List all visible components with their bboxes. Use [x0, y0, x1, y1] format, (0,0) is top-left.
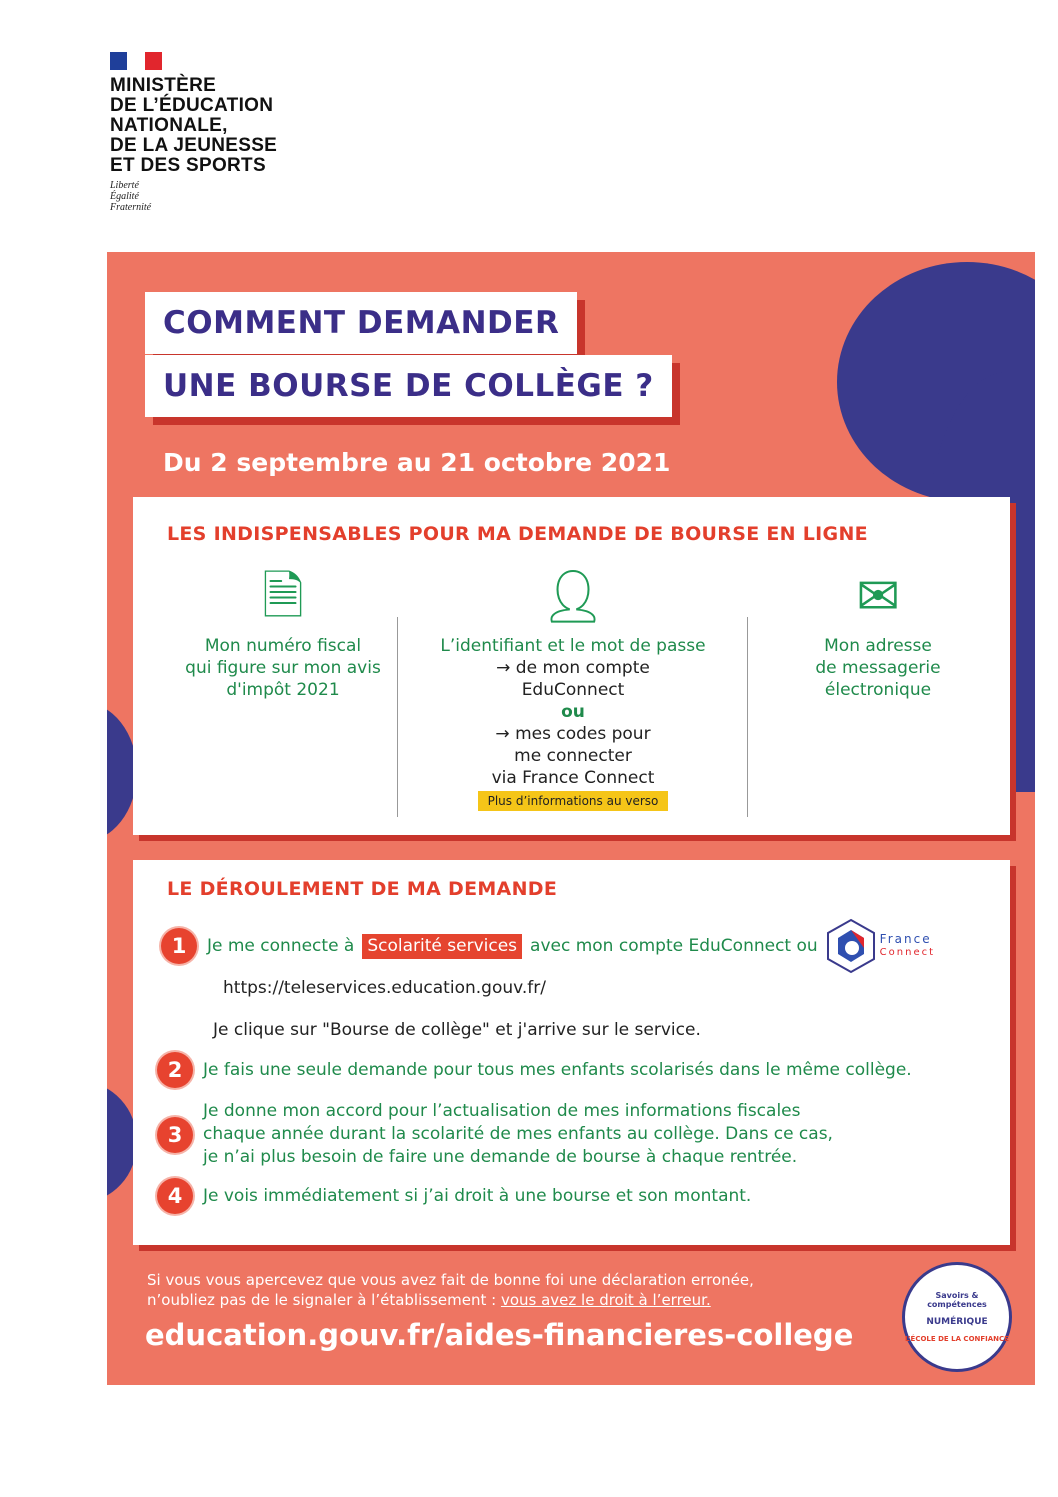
step-text: avec mon compte EduConnect ou	[530, 935, 818, 956]
step-text: je n’ai plus besoin de faire une demande de bourse à chaque rentrée.	[203, 1147, 798, 1167]
user-icon: 👤︎	[539, 567, 606, 627]
step-text: Je me connecte à	[207, 935, 355, 956]
date-range: Du 2 septembre au 21 octobre 2021	[163, 448, 671, 477]
divider	[747, 617, 748, 817]
ministry-logo	[110, 52, 277, 213]
france-connect-logo	[826, 918, 935, 974]
ministry-line: NATIONALE,	[110, 115, 228, 136]
footer-note	[147, 1270, 754, 1310]
ministry-line: ET DES SPORTS	[110, 155, 266, 176]
right-to-error-link[interactable]: vous avez le droit à l’erreur.	[500, 1291, 711, 1309]
seal-text: Savoirs & compétences	[927, 1291, 987, 1309]
step-number: 1	[161, 928, 197, 964]
email-text: de messagerie	[815, 658, 941, 678]
email-text: électronique	[824, 680, 932, 700]
step-2	[157, 1052, 912, 1088]
fiscal-text: qui figure sur mon avis	[185, 658, 381, 678]
step-4	[157, 1178, 751, 1214]
title-line-2: UNE BOURSE DE COLLÈGE ?	[145, 355, 672, 417]
essentials-card	[133, 497, 1010, 835]
essentials-heading: LES INDISPENSABLES POUR MA DEMANDE DE BOURSE EN LIGNE	[167, 523, 868, 545]
fc-text: France	[879, 932, 932, 946]
poster	[107, 252, 1035, 1385]
footer-line: n’oubliez pas de le signaler à l’établissement :	[147, 1291, 497, 1309]
fiscal-text: d'impôt 2021	[226, 680, 340, 700]
step-text: chaque année durant la scolarité de mes enfants au collège. Dans ce cas,	[203, 1124, 833, 1144]
motto-line: Fraternité	[110, 202, 152, 213]
french-flag-icon	[110, 52, 162, 70]
scolarite-services-tag: Scolarité services	[362, 934, 522, 959]
id-text: → de mon compte	[496, 658, 650, 678]
document-icon: 🗎	[262, 567, 304, 627]
email-text: Mon adresse	[824, 636, 932, 656]
seal-text: L’ÉCOLE DE LA CONFIANCE	[905, 1335, 1009, 1343]
step-3	[157, 1100, 833, 1169]
more-info-badge: Plus d’informations au verso	[478, 791, 669, 811]
id-text: → mes codes pour	[495, 724, 651, 744]
step-text: Je vois immédiatement si j’ai droit à une bourse et son montant.	[203, 1185, 752, 1206]
title-line-1: COMMENT DEMANDER	[145, 292, 577, 354]
click-instruction: Je clique sur "Bourse de collège" et j'arrive sur le service.	[213, 1020, 701, 1040]
ministry-line: MINISTÈRE	[110, 75, 217, 96]
process-card	[133, 860, 1010, 1245]
divider	[397, 617, 398, 817]
fc-text: Connect	[879, 947, 936, 958]
or-text: ou	[561, 702, 585, 722]
ministry-line: DE LA JEUNESSE	[110, 135, 278, 156]
step-number: 2	[157, 1052, 193, 1088]
step-number: 4	[157, 1178, 193, 1214]
envelope-icon: ✉	[856, 567, 900, 627]
numerique-seal	[902, 1262, 1012, 1372]
step-1	[161, 918, 935, 974]
teleservices-url[interactable]: https://teleservices.education.gouv.fr/	[223, 978, 546, 998]
motto-line: Égalité	[110, 191, 139, 202]
footer-line: Si vous vous apercevez que vous avez fait de bonne foi une déclaration erronée,	[147, 1271, 754, 1289]
ministry-line: DE L’ÉDUCATION	[110, 95, 274, 116]
step-number: 3	[157, 1117, 193, 1153]
process-heading: LE DÉROULEMENT DE MA DEMANDE	[167, 878, 558, 900]
motto-line: Liberté	[110, 180, 139, 191]
id-text: via France Connect	[491, 768, 655, 788]
step-text: Je donne mon accord pour l’actualisation de mes informations fiscales	[203, 1101, 801, 1121]
seal-text: NUMÉRIQUE	[926, 1317, 988, 1327]
id-text: me connecter	[514, 746, 632, 766]
id-text: EduConnect	[521, 680, 625, 700]
fiscal-text: Mon numéro fiscal	[204, 636, 362, 656]
website-url[interactable]: education.gouv.fr/aides-financieres-college	[145, 1318, 854, 1352]
id-text: L’identifiant et le mot de passe	[440, 636, 706, 656]
step-text: Je fais une seule demande pour tous mes enfants scolarisés dans le même collège.	[203, 1059, 912, 1080]
